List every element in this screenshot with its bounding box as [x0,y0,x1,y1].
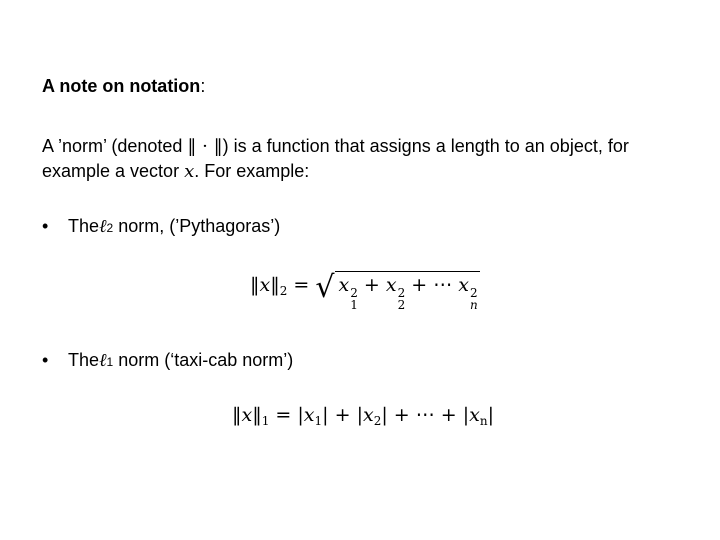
l2-t3-sup: 2 [470,286,478,300]
radicand [335,271,480,311]
bullet-l1-pre: The [68,350,100,370]
l1-lhs-sub: 1 [261,414,270,428]
intro-part3: . For example: [194,161,310,181]
l2-t1-sup: 2 [350,286,358,300]
heading-colon: : [200,76,206,96]
l2-plus2: + ⋯ [411,274,453,296]
intro-paragraph [42,134,682,184]
l1-a1: | [297,404,304,426]
sqrt-symbol: √ [315,270,335,305]
l1-a2: | [356,404,363,426]
bullet-l1 [42,350,293,371]
heading-bold: A note on notation [42,76,201,96]
l1-v3: x [469,404,480,426]
l1-plus1: + [334,404,351,426]
l1-v2: x [362,404,374,426]
l2-t2-scripts [398,287,406,311]
l2-lhs-sub: 2 [279,284,288,298]
bullet-l1-sub: 1 [106,355,114,369]
l2-t3-sub: n [470,298,478,312]
bullet-l2 [42,216,280,237]
bullet-l2-sub: 2 [106,221,114,235]
l1-lhs-open: ‖ [232,404,242,426]
intro-part2: ) is a function that assigns a length to an object, for example a vector [42,136,629,181]
l1-b1: | [322,404,329,426]
l2-t1-scripts [350,287,358,311]
l2-t1: x [338,274,350,296]
formula-l2-norm [250,270,480,311]
l2-lhs-var: x [259,274,271,296]
bullet-marker: • [42,350,49,370]
slide-heading [42,76,205,97]
intro-var-x: x [184,161,195,182]
l1-s3: n [479,414,488,428]
l2-lhs-open: ‖ [250,274,260,296]
bullet-l1-post: norm (‘taxi-cab norm’) [113,350,294,370]
bullet-l2-post: norm, (’Pythagoras’) [113,216,281,236]
bullet-l2-pre: The [68,216,100,236]
l2-t3-scripts [470,287,478,311]
l2-t1-sub: 1 [350,298,358,312]
l1-a3: | [462,404,470,426]
formula-l1-norm [232,404,494,428]
l1-eq: = [275,404,292,426]
l1-lhs-var: x [241,404,253,426]
l2-t3: x [458,274,470,296]
l2-plus1: + [363,274,380,296]
l2-lhs-close: ‖ [270,274,280,296]
l1-plus2: + ⋯ + [393,404,457,426]
l2-eq: = [293,274,310,296]
l2-t2: x [385,274,397,296]
bullet-marker: • [42,216,49,236]
l1-s1: 1 [314,414,323,428]
intro-part1: A ’norm’ (denoted [42,136,188,156]
l1-b2: | [381,404,388,426]
bullet-l1-ell: ℓ [99,350,107,371]
l1-lhs-close: ‖ [252,404,262,426]
l1-v1: x [303,404,315,426]
bullet-l2-ell: ℓ [99,216,107,237]
l1-b3: | [487,404,495,426]
l2-t2-sup: 2 [397,286,406,300]
l2-t2-sub: 2 [397,298,406,312]
norm-symbol: ‖ · ‖ [187,136,223,157]
l1-s2: 2 [373,414,382,428]
